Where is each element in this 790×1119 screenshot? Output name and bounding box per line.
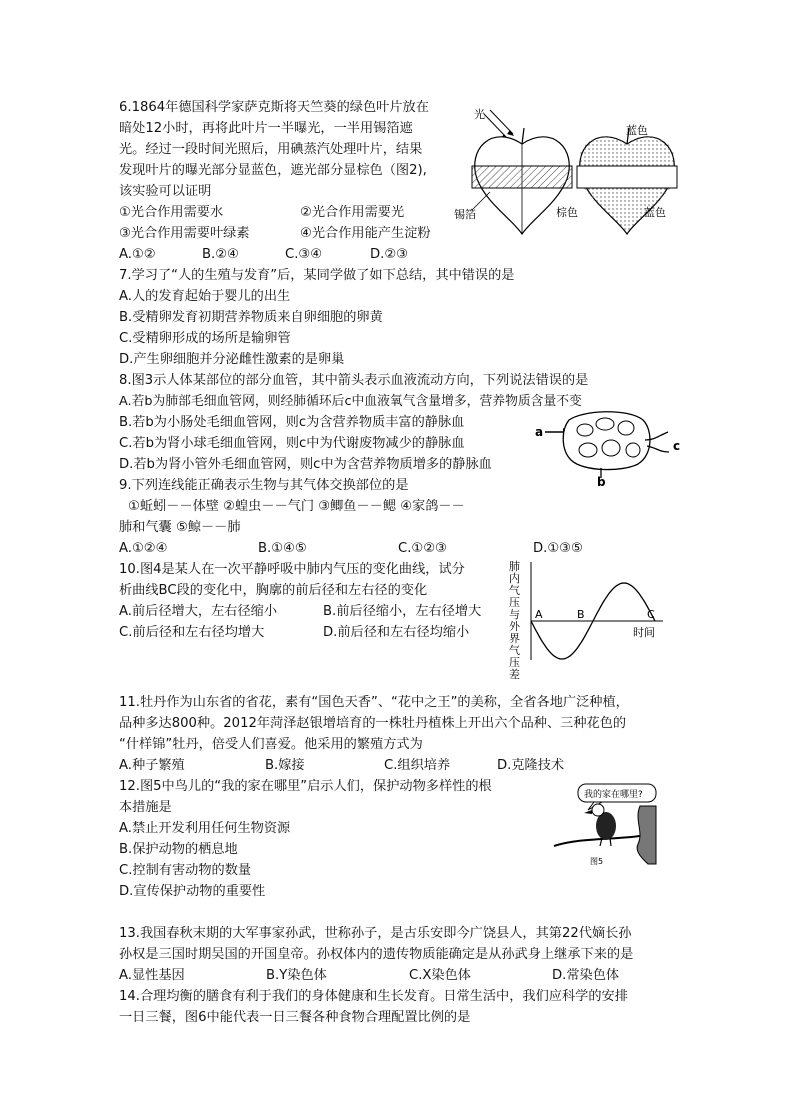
q13-answer-d: D.常染色体 xyxy=(552,968,620,983)
q13-line-1: 13.我国春秋末期的大军事家孙武，世称孙子，是古乐安即今广饶县人，其第22代嫡长孙 xyxy=(119,926,632,941)
label-a: a xyxy=(535,425,544,439)
q13-answer-b: B.Y染色体 xyxy=(266,968,327,983)
q9-line-2: 肺和气囊 ⑤鲸－－肺 xyxy=(119,520,241,535)
q6-option-4: ④光合作用能产生淀粉 xyxy=(300,226,431,241)
q11-answer-a: A.种子繁殖 xyxy=(119,758,185,773)
q11-answer-b: B.嫁接 xyxy=(265,758,305,773)
q13-answer-a: A.显性基因 xyxy=(119,968,185,983)
q14-line-2: 一日三餐，图6中能代表一日三餐各种食物合理配置比例的是 xyxy=(119,1010,471,1025)
light-arrow-1 xyxy=(484,114,507,138)
q10-option-b: B.前后径缩小，左右径增大 xyxy=(323,604,482,619)
tin-foil-strip xyxy=(472,166,572,188)
figure-5-caption: 图5 xyxy=(590,857,604,866)
q9-answer-c: C.①②③ xyxy=(398,541,447,556)
y-axis-label: 肺内气压与外界气压差 xyxy=(509,560,520,681)
q6-line-1: 6.1864年德国科学家萨克斯将天竺葵的绿色叶片放在 xyxy=(119,100,429,115)
q9-line-1: ①蚯蚓－－体壁 ②蝗虫－－气门 ③鲫鱼－－鳃 ④家鸽－－ xyxy=(128,499,465,514)
q8-stem: 8.图3示人体某部位的部分血管，其中箭头表示血液流动方向，下列说法错误的是 xyxy=(119,373,589,388)
bird-head xyxy=(592,804,604,816)
q6-line-2: 暗处12小时，再将此叶片一半曝光，一半用锡箔遮 xyxy=(119,121,413,136)
bubble-text: 我的家在哪里? xyxy=(584,790,643,800)
q11-line-2: 品种多达800种。2012年菏泽赵银增培育的一株牡丹植株上开出六个品种、三种花色的 xyxy=(119,716,627,731)
leaf-left-stem xyxy=(522,128,524,144)
q9-stem: 9.下列连线能正确表示生物与其气体交换部位的是 xyxy=(119,478,409,493)
capillary-loop-3 xyxy=(618,421,634,435)
capillary-loop-6 xyxy=(626,443,640,457)
q6-line-4: 发现叶片的曝光部分显蓝色，遮光部分显棕色（图2), xyxy=(119,163,427,178)
label-c: c xyxy=(673,439,681,453)
q9-answer-a: A.①②④ xyxy=(119,541,168,556)
capillary-loop-5 xyxy=(602,440,620,456)
capillary-loop-1 xyxy=(577,424,593,436)
q11-answer-d: D.克隆技术 xyxy=(497,758,565,773)
label-blue-top: 蓝色 xyxy=(626,124,648,137)
q7-option-d: D.产生卵细胞并分泌雌性激素的是卵巢 xyxy=(119,352,345,367)
q6-line-5: 该实验可以证明 xyxy=(119,184,212,199)
q10-option-c: C.前后径和左右径均增大 xyxy=(119,625,265,640)
leaf-right-brown-band xyxy=(577,166,677,188)
branch xyxy=(554,836,640,846)
capillary-loop-2 xyxy=(596,418,614,430)
light-arrow-2 xyxy=(490,110,513,134)
point-c-label: C xyxy=(647,608,655,621)
q9-answer-b: B.①④⑤ xyxy=(258,541,307,556)
q7-option-a: A.人的发育起始于婴儿的出生 xyxy=(119,289,291,304)
figure-2-leaf-experiment xyxy=(452,104,682,244)
label-b: b xyxy=(597,475,606,489)
figure-5-bird xyxy=(548,780,660,866)
q12-line-1: 12.图5中鸟儿的“我的家在哪里”启示人们，保护动物多样性的根 xyxy=(119,779,492,794)
x-axis-label: 时间 xyxy=(633,626,655,639)
q6-option-1: ①光合作用需要水 xyxy=(119,205,224,220)
q10-option-d: D.前后径和左右径均缩小 xyxy=(323,625,470,640)
label-foil: 锡箔 xyxy=(454,208,476,221)
tree-stump xyxy=(637,806,656,864)
q6-option-2: ②光合作用需要光 xyxy=(300,205,405,220)
q7-option-c: C.受精卵形成的场所是输卵管 xyxy=(119,331,291,346)
q8-option-b: B.若b为小肠处毛细血管网，则c为含营养物质丰富的静脉血 xyxy=(119,415,465,430)
label-light: 光 xyxy=(474,108,485,121)
q8-option-c: C.若b为肾小球毛细血管网，则c中为代谢废物减少的静脉血 xyxy=(119,436,465,451)
q11-line-3: “什样锦”牡丹，倍受人们喜爱。他采用的繁殖方式为 xyxy=(119,737,423,752)
q12-option-a: A.禁止开发利用任何生物资源 xyxy=(119,821,291,836)
foil-pointer xyxy=(472,192,490,210)
q6-option-3: ③光合作用需要叶绿素 xyxy=(119,226,250,241)
q11-line-1: 11.牡丹作为山东省的省花，素有“国色天香”、“花中之王”的美称，全省各地广泛种植， xyxy=(119,695,629,710)
q6-answer-c: C.③④ xyxy=(285,247,323,262)
figure-4-pressure-curve xyxy=(505,556,670,690)
q10-option-a: A.前后径增大，左右径缩小 xyxy=(119,604,278,619)
q6-answer-b: B.②④ xyxy=(202,247,239,262)
q8-option-d: D.若b为肾小管外毛细血管网，则c中为含营养物质增多的静脉血 xyxy=(119,457,492,472)
q9-answer-d: D.①③⑤ xyxy=(533,541,583,556)
q6-answer-a: A.①② xyxy=(119,247,156,262)
label-blue-bottom: 蓝色 xyxy=(644,206,666,219)
q7-option-b: B.受精卵发育初期营养物质来自卵细胞的卵黄 xyxy=(119,310,383,325)
point-b-label: B xyxy=(577,608,585,621)
q13-line-2: 孙权是三国时期吴国的开国皇帝。孙权体内的遗传物质能确定是从孙武身上继承下来的是 xyxy=(119,947,634,962)
q10-line-2: 析曲线BC段的变化中，胸廓的前后径和左右径的变化 xyxy=(119,583,428,598)
q11-answer-c: C.组织培养 xyxy=(384,758,451,773)
label-brown: 棕色 xyxy=(556,206,578,219)
arrow-head-2 xyxy=(507,130,514,136)
figure-3-capillary xyxy=(533,400,683,490)
q7-stem: 7.学习了“人的生殖与发育”后，某同学做了如下总结，其中错误的是 xyxy=(119,268,515,283)
q8-option-a: A.若b为肺部毛细血管网，则经肺循环后c中血液氧气含量增多，营养物质含量不变 xyxy=(119,394,582,409)
q6-answer-d: D.②③ xyxy=(370,247,408,262)
q12-option-d: D.宣传保护动物的重要性 xyxy=(119,884,266,899)
point-a-label: A xyxy=(535,608,543,621)
capillary-loop-4 xyxy=(579,443,597,457)
bird-beak xyxy=(584,810,592,814)
q12-line-2: 本措施是 xyxy=(119,800,172,815)
q12-option-c: C.控制有害动物的数量 xyxy=(119,863,252,878)
q10-line-1: 10.图4是某人在一次平静呼吸中肺内气压的变化曲线，试分 xyxy=(119,562,465,577)
q6-line-3: 光。经过一段时间光照后，用碘蒸汽处理叶片，结果 xyxy=(119,142,423,157)
q12-option-b: B.保护动物的栖息地 xyxy=(119,842,238,857)
q14-line-1: 14.合理均衡的膳食有利于我们的身体健康和生长发育。日常生活中，我们应科学的安排 xyxy=(119,989,628,1004)
q13-answer-c: C.X染色体 xyxy=(409,968,471,983)
